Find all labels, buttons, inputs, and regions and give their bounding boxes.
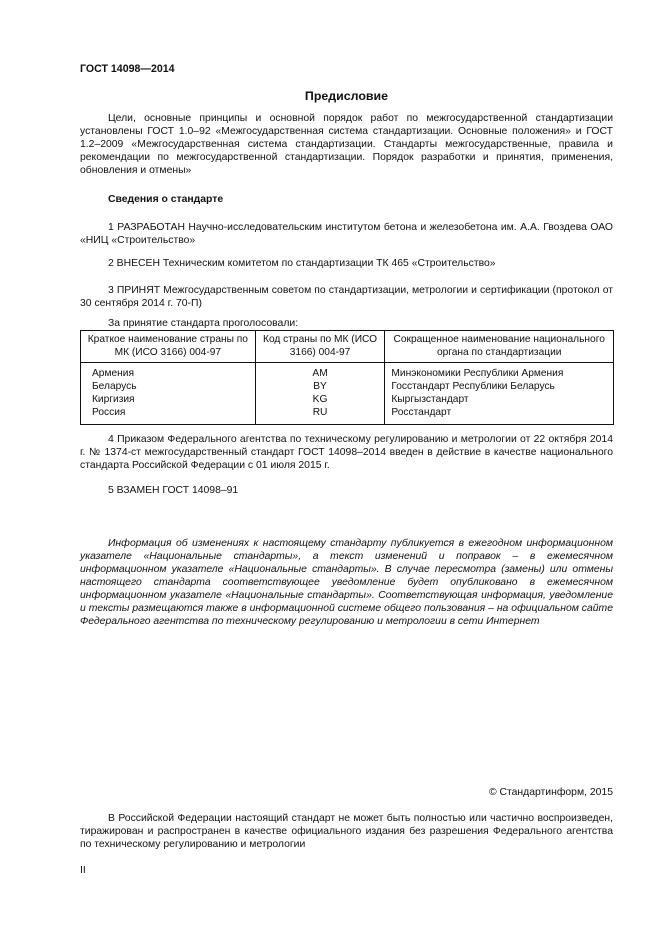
table-cell-body: Росстандарт <box>385 407 614 425</box>
table-cell-body: Госстандарт Республики Беларусь <box>385 381 614 394</box>
table-header-country: Краткое наименование страны по МК (ИСО 3166) 004-97 <box>81 331 256 363</box>
item-replaces: 5 ВЗАМЕН ГОСТ 14098–91 <box>108 485 239 496</box>
item-introduced: 2 ВНЕСЕН Техническим комитетом по стандартизации ТК 465 «Строительство» <box>108 258 496 269</box>
page-title: Предисловие <box>304 89 389 103</box>
section-subheading: Сведения о стандарте <box>108 194 224 205</box>
standard-code-header: ГОСТ 14098—2014 <box>80 63 175 75</box>
table-header-row <box>81 331 614 363</box>
table-header-body: Сокращенное наименование национального органа по стандартизации <box>385 331 614 363</box>
reproduction-notice: В Российской Федерации настоящий стандарт не может быть полностью или частично воспроизведен, тиражирован и распространен в качестве официального издания без разрешения Федерального агентства по техническому регулированию и метрологии <box>80 813 613 850</box>
table-row <box>81 381 614 394</box>
table-cell-country: Россия <box>81 407 256 425</box>
table-cell-code: AM <box>255 363 385 382</box>
table-cell-code: RU <box>255 407 385 425</box>
table-row <box>81 363 614 382</box>
table-row <box>81 394 614 407</box>
table-cell-body: Кыргызстандарт <box>385 394 614 407</box>
item-order: 4 Приказом Федерального агентства по техническому регулированию и метрологии от 22 октября 2014 г. № 1374-ст межгосударственный стандарт ГОСТ 14098–2014 введен в действие в качестве национального стандарта Российской Федерации с 01 июля 2015 г. <box>80 434 613 471</box>
table-cell-country: Беларусь <box>81 381 256 394</box>
table-cell-code: KG <box>255 394 385 407</box>
copyright-notice: © Стандартинформ, 2015 <box>488 787 613 798</box>
table-header-code: Код страны по МК (ИСО 3166) 004-97 <box>255 331 385 363</box>
table-cell-code: BY <box>255 381 385 394</box>
table-cell-body: Минэкономики Республики Армения <box>385 363 614 382</box>
item-developed: 1 РАЗРАБОТАН Научно-исследовательским институтом бетона и железобетона им. А.А. Гвоздева ОАО «НИЦ «Строительство» <box>80 222 613 246</box>
changes-info-paragraph: Информация об изменениях к настоящему стандарту публикуется в ежегодном информационном указателе «Национальные стандарты», а текст изменений и поправок – в ежемесячном информационном указателе «Национальные стандарты». В случае пересмотра (замены) или отмены настоящего стандарта соответствующее уведомление будет опубликовано в ежемесячном информационном указателе «Национальные стандарты». Соответствующая информация, уведомление и тексты размещаются также в информационной системе общего пользования – на официальном сайте Федерального агентства по техническому регулированию и метрологии в сети Интернет <box>80 538 613 627</box>
intro-paragraph: Цели, основные принципы и основной порядок работ по межгосударственной стандартизации установлены ГОСТ 1.0–92 «Межгосударственная система стандартизации. Основные положения» и ГОСТ 1.2–2009 «Межгосударственная система стандартизации. Стандарты межгосударственные, правила и рекомендации по межгосударственной стандартизации. Порядок разработки и принятия, применения, обновления и отмены» <box>80 113 613 176</box>
table-row <box>81 407 614 425</box>
page-number: II <box>80 865 86 876</box>
table-cell-country: Армения <box>81 363 256 382</box>
voting-countries-table <box>80 330 614 425</box>
item-adopted: 3 ПРИНЯТ Межгосударственным советом по стандартизации, метрологии и сертификации (протокол от 30 сентября 2014 г. 70-П) <box>80 285 613 309</box>
table-cell-country: Киргизия <box>81 394 256 407</box>
voted-label: За принятие стандарта проголосовали: <box>108 318 299 329</box>
